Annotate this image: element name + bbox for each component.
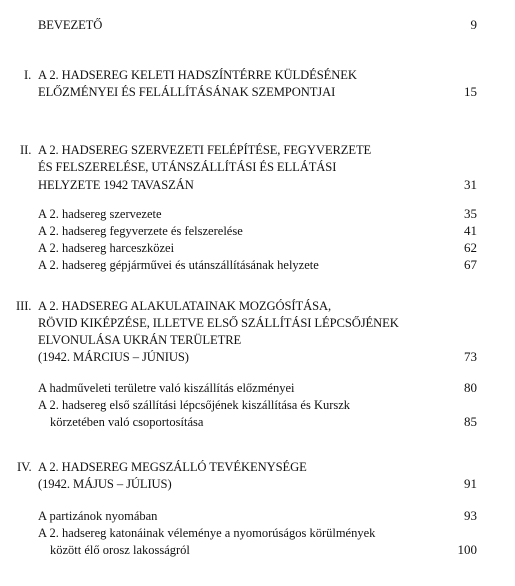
section-numeral: IV. <box>17 460 32 474</box>
toc-subentry: A 2. hadsereg első szállítási lépcsőjének kiszállítása és Kurszk <box>38 398 351 412</box>
entry-page-number: 9 <box>470 17 477 32</box>
section-numeral: II. <box>20 143 32 157</box>
subentry-page-number: 35 <box>464 206 477 221</box>
subentry-page-number: 93 <box>464 508 477 523</box>
subentry-page-number: 100 <box>457 542 477 557</box>
section-title-line: RÖVID KIKÉPZÉSE, ILLETVE ELSŐ SZÁLLÍTÁSI LÉPCSŐJÉNEK <box>38 316 399 330</box>
section-page-number: 73 <box>464 349 477 364</box>
toc-entry-intro <box>0 17 515 33</box>
toc-subentry-continuation: között élő orosz lakosságról 100 <box>50 542 477 557</box>
section-title-line: II. A 2. HADSEREG SZERVEZETI FELÉPÍTÉSE, FEGYVERZETE <box>20 143 372 157</box>
section-page-number: 15 <box>464 84 477 99</box>
section-title-line: I. A 2. HADSEREG KELETI HADSZÍNTÉRRE KÜLDÉSÉNEK <box>24 68 357 82</box>
section-numeral: I. <box>24 68 32 82</box>
subentry-page-number: 85 <box>464 414 477 429</box>
subentry-page-number: 67 <box>464 257 477 272</box>
subentry-page-number: 80 <box>464 380 477 395</box>
section-title-line: IV. A 2. HADSEREG MEGSZÁLLÓ TEVÉKENYSÉGE <box>17 460 307 474</box>
toc-subentry: A 2. hadsereg szervezete 35 <box>38 206 477 221</box>
toc-subentry: A 2. hadsereg katonáinak véleménye a nyomorúságos körülmények <box>38 526 376 540</box>
toc-subentry-continuation: körzetében való csoportosítása 85 <box>50 414 477 429</box>
entry-title: BEVEZETŐ <box>38 18 103 32</box>
section-title-line: HELYZETE 1942 TAVASZÁN 31 <box>38 177 477 192</box>
section-title-line: (1942. MÁRCIUS – JÚNIUS) 73 <box>38 349 477 364</box>
toc-subentry: A 2. hadsereg harceszközei 62 <box>38 240 477 255</box>
section-page-number: 91 <box>464 476 477 491</box>
section-title-line: ELŐZMÉNYEI ÉS FELÁLLÍTÁSÁNAK SZEMPONTJAI 15 <box>38 84 477 99</box>
subentry-page-number: 62 <box>464 240 477 255</box>
section-title-line: III. A 2. HADSEREG ALAKULATAINAK MOZGÓSÍTÁSA, <box>16 299 332 313</box>
toc-subentry: A hadműveleti területre való kiszállítás előzményei 80 <box>38 380 477 395</box>
section-title-line: ÉS FELSZERELÉSE, UTÁNSZÁLLÍTÁSI ÉS ELLÁTÁSI <box>38 160 337 174</box>
toc-subentry: A 2. hadsereg gépjárművei és utánszállításának helyzete 67 <box>38 257 477 272</box>
subentry-page-number: 41 <box>464 223 477 238</box>
section-title-line: ELVONULÁSA UKRÁN TERÜLETRE <box>38 333 242 347</box>
toc-subentry: A partizánok nyomában 93 <box>38 508 477 523</box>
toc-subentry: A 2. hadsereg fegyverzete és felszerelése 41 <box>38 223 477 238</box>
section-title-line: (1942. MÁJUS – JÚLIUS) 91 <box>38 476 477 491</box>
section-numeral: III. <box>16 299 32 313</box>
section-page-number: 31 <box>464 177 477 192</box>
